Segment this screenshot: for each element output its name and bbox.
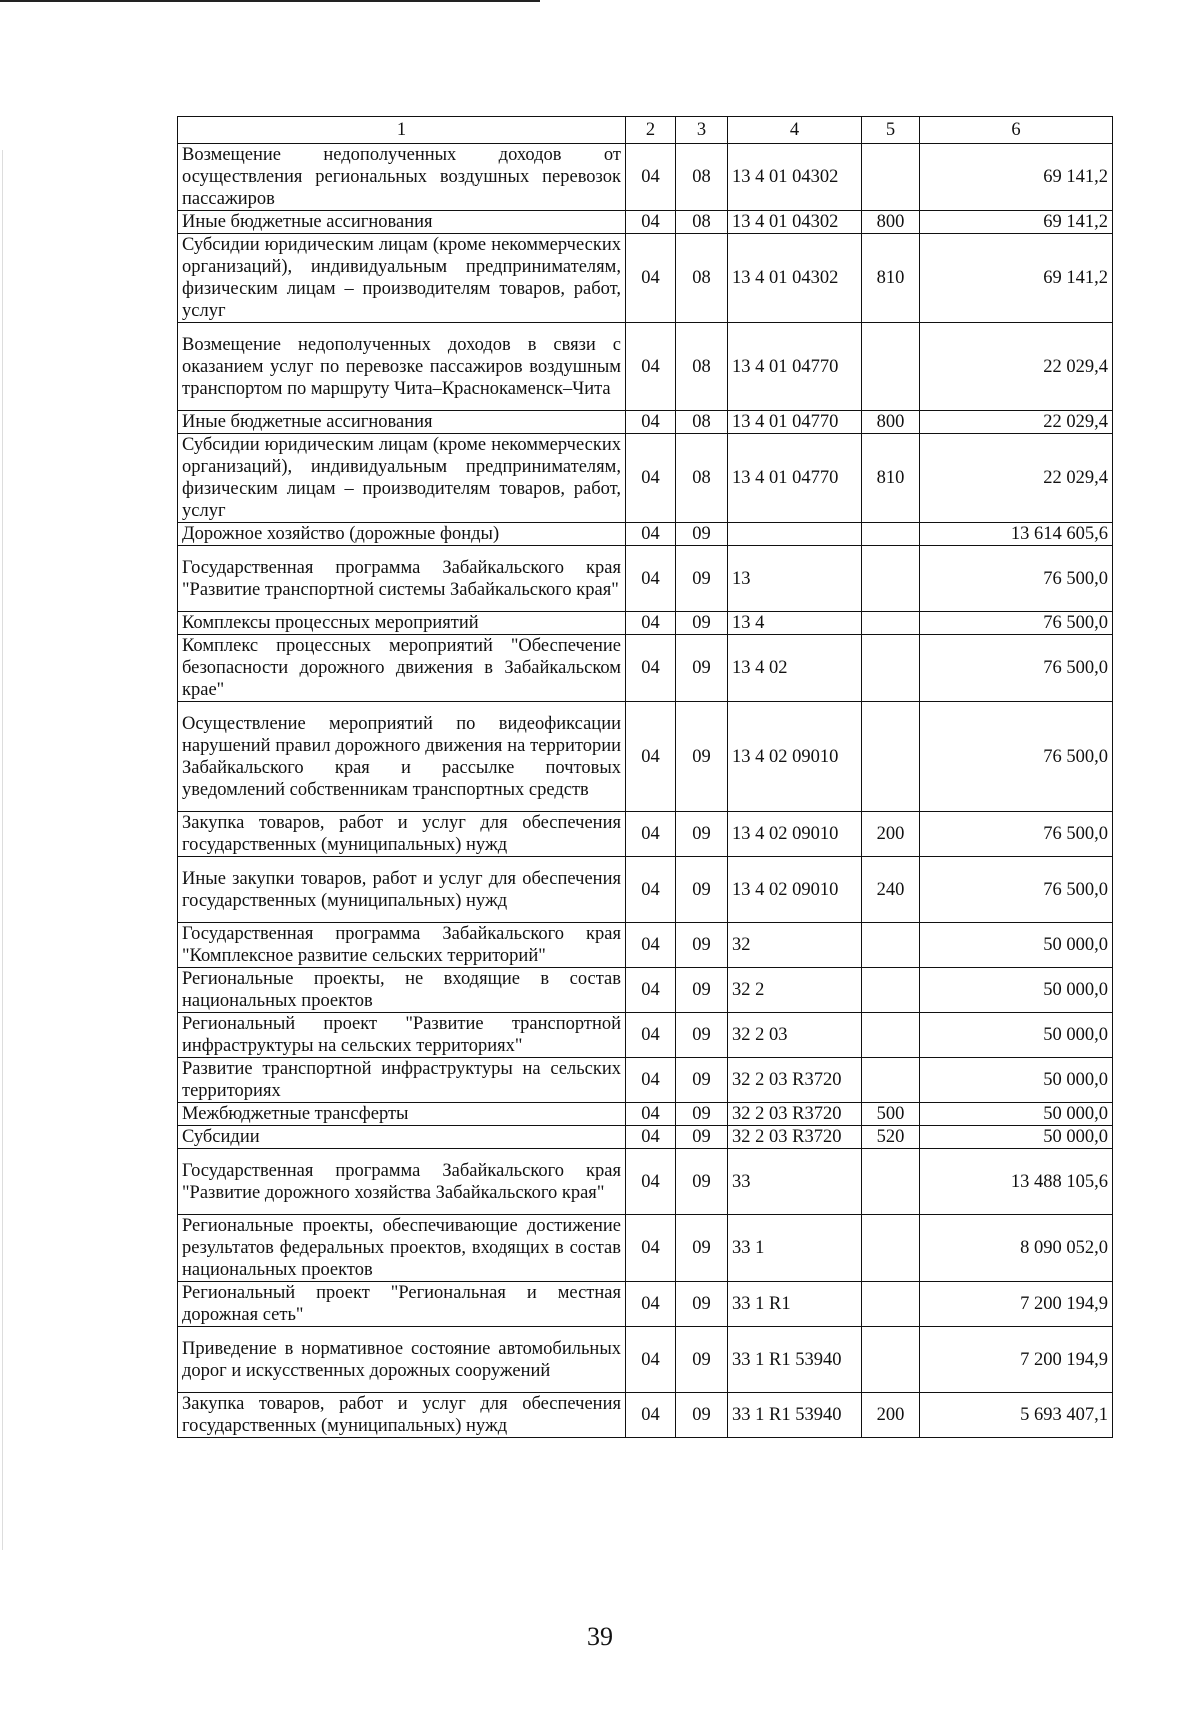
- header-cell: 4: [728, 117, 862, 144]
- row-amount: 76 500,0: [920, 612, 1113, 635]
- table-row: [178, 968, 1113, 1013]
- row-name: Иные бюджетные ассигнования: [178, 411, 626, 434]
- row-subsection: 09: [676, 546, 728, 612]
- table-row: [178, 411, 1113, 434]
- row-target-code: [728, 523, 862, 546]
- table-row: [178, 702, 1113, 812]
- row-target-code: 33: [728, 1149, 862, 1215]
- table-row: [178, 434, 1113, 523]
- row-section: 04: [626, 1327, 676, 1393]
- row-subsection: 09: [676, 968, 728, 1013]
- row-subsection: 09: [676, 523, 728, 546]
- row-name: Субсидии юридическим лицам (кроме некоммерческих организаций), индивидуальным предпринимателям, физическим лицам – производителям товаров, работ, услуг: [178, 234, 626, 323]
- row-subsection: 08: [676, 323, 728, 411]
- row-amount: 13 614 605,6: [920, 523, 1113, 546]
- table-row: [178, 923, 1113, 968]
- row-section: 04: [626, 211, 676, 234]
- row-section: 04: [626, 1215, 676, 1282]
- row-section: 04: [626, 968, 676, 1013]
- table-row: [178, 144, 1113, 211]
- row-expense-type: 200: [862, 1393, 920, 1438]
- row-amount: 50 000,0: [920, 1126, 1113, 1149]
- row-name: Государственная программа Забайкальского края "Развитие дорожного хозяйства Забайкальского края": [178, 1149, 626, 1215]
- row-name: Межбюджетные трансферты: [178, 1103, 626, 1126]
- row-expense-type: [862, 546, 920, 612]
- row-subsection: 09: [676, 612, 728, 635]
- row-target-code: 33 1 R1: [728, 1282, 862, 1327]
- header-cell: 6: [920, 117, 1113, 144]
- table-row: [178, 1058, 1113, 1103]
- row-amount: 7 200 194,9: [920, 1282, 1113, 1327]
- row-target-code: 13 4 02 09010: [728, 702, 862, 812]
- row-section: 04: [626, 1103, 676, 1126]
- row-subsection: 09: [676, 812, 728, 857]
- row-section: 04: [626, 702, 676, 812]
- row-amount: 50 000,0: [920, 1013, 1113, 1058]
- row-target-code: 33 1 R1 53940: [728, 1327, 862, 1393]
- table-row: [178, 523, 1113, 546]
- row-name: Субсидии: [178, 1126, 626, 1149]
- row-expense-type: [862, 923, 920, 968]
- row-amount: 69 141,2: [920, 211, 1113, 234]
- row-subsection: 09: [676, 1327, 728, 1393]
- row-amount: 8 090 052,0: [920, 1215, 1113, 1282]
- table-row: [178, 812, 1113, 857]
- row-section: 04: [626, 234, 676, 323]
- row-subsection: 09: [676, 857, 728, 923]
- row-amount: 69 141,2: [920, 234, 1113, 323]
- row-name: Комплексы процессных мероприятий: [178, 612, 626, 635]
- row-target-code: 33 1 R1 53940: [728, 1393, 862, 1438]
- row-amount: 76 500,0: [920, 857, 1113, 923]
- row-section: 04: [626, 812, 676, 857]
- table-row: [178, 857, 1113, 923]
- table-row: [178, 1327, 1113, 1393]
- row-target-code: 13: [728, 546, 862, 612]
- row-section: 04: [626, 1058, 676, 1103]
- row-section: 04: [626, 1393, 676, 1438]
- row-name: Возмещение недополученных доходов в связи с оказанием услуг по перевозке пассажиров воздушным транспортом по маршруту Чита–Краснокаменск–Чита: [178, 323, 626, 411]
- row-target-code: 13 4 02 09010: [728, 857, 862, 923]
- row-name: Региональные проекты, обеспечивающие достижение результатов федеральных проектов, входящих в состав национальных проектов: [178, 1215, 626, 1282]
- row-section: 04: [626, 612, 676, 635]
- row-expense-type: [862, 612, 920, 635]
- table-row: [178, 612, 1113, 635]
- row-name: Региональные проекты, не входящие в состав национальных проектов: [178, 968, 626, 1013]
- header-cell: 5: [862, 117, 920, 144]
- row-subsection: 09: [676, 1282, 728, 1327]
- row-amount: 76 500,0: [920, 546, 1113, 612]
- row-subsection: 09: [676, 923, 728, 968]
- row-target-code: 33 1: [728, 1215, 862, 1282]
- row-subsection: 09: [676, 1013, 728, 1058]
- row-subsection: 09: [676, 635, 728, 702]
- row-expense-type: 800: [862, 411, 920, 434]
- row-amount: 50 000,0: [920, 923, 1113, 968]
- row-section: 04: [626, 857, 676, 923]
- row-amount: 7 200 194,9: [920, 1327, 1113, 1393]
- table-row: [178, 323, 1113, 411]
- row-amount: 50 000,0: [920, 1058, 1113, 1103]
- row-name: Возмещение недополученных доходов от осуществления региональных воздушных перевозок пассажиров: [178, 144, 626, 211]
- row-target-code: 13 4 01 04770: [728, 323, 862, 411]
- row-section: 04: [626, 923, 676, 968]
- row-expense-type: 810: [862, 434, 920, 523]
- row-section: 04: [626, 1013, 676, 1058]
- row-target-code: 13 4 01 04770: [728, 411, 862, 434]
- table-row: [178, 1393, 1113, 1438]
- row-name: Субсидии юридическим лицам (кроме некоммерческих организаций), индивидуальным предпринимателям, физическим лицам – производителям товаров, работ, услуг: [178, 434, 626, 523]
- row-amount: 22 029,4: [920, 323, 1113, 411]
- row-target-code: 13 4 01 04770: [728, 434, 862, 523]
- row-name: Развитие транспортной инфраструктуры на сельских территориях: [178, 1058, 626, 1103]
- row-amount: 50 000,0: [920, 968, 1113, 1013]
- row-name: Иные бюджетные ассигнования: [178, 211, 626, 234]
- table-row: [178, 211, 1113, 234]
- table-row: [178, 635, 1113, 702]
- row-subsection: 09: [676, 702, 728, 812]
- row-expense-type: 240: [862, 857, 920, 923]
- row-name: Осуществление мероприятий по видеофиксации нарушений правил дорожного движения на территории Забайкальского края и рассылке почтовых уведомлений собственникам транспортных средств: [178, 702, 626, 812]
- row-subsection: 08: [676, 144, 728, 211]
- row-name: Приведение в нормативное состояние автомобильных дорог и искусственных дорожных сооружений: [178, 1327, 626, 1393]
- table-row: [178, 546, 1113, 612]
- row-name: Государственная программа Забайкальского края "Развитие транспортной системы Забайкальского края": [178, 546, 626, 612]
- row-amount: 22 029,4: [920, 411, 1113, 434]
- row-amount: 76 500,0: [920, 812, 1113, 857]
- row-expense-type: [862, 702, 920, 812]
- table-header-row: [178, 117, 1113, 144]
- row-amount: 50 000,0: [920, 1103, 1113, 1126]
- row-expense-type: [862, 1013, 920, 1058]
- row-expense-type: [862, 968, 920, 1013]
- row-expense-type: [862, 1327, 920, 1393]
- row-target-code: 13 4: [728, 612, 862, 635]
- row-expense-type: [862, 1282, 920, 1327]
- header-cell: 2: [626, 117, 676, 144]
- header-cell: 1: [178, 117, 626, 144]
- row-subsection: 08: [676, 434, 728, 523]
- row-amount: 76 500,0: [920, 702, 1113, 812]
- row-name: Региональный проект "Развитие транспортной инфраструктуры на сельских территориях": [178, 1013, 626, 1058]
- row-amount: 22 029,4: [920, 434, 1113, 523]
- row-subsection: 09: [676, 1103, 728, 1126]
- row-amount: 5 693 407,1: [920, 1393, 1113, 1438]
- row-expense-type: [862, 1058, 920, 1103]
- table-row: [178, 1013, 1113, 1058]
- row-expense-type: 500: [862, 1103, 920, 1126]
- header-cell: 3: [676, 117, 728, 144]
- row-subsection: 08: [676, 234, 728, 323]
- row-name: Государственная программа Забайкальского края "Комплексное развитие сельских территорий": [178, 923, 626, 968]
- row-expense-type: [862, 323, 920, 411]
- row-section: 04: [626, 635, 676, 702]
- row-expense-type: 810: [862, 234, 920, 323]
- row-target-code: 32: [728, 923, 862, 968]
- row-expense-type: [862, 1215, 920, 1282]
- row-subsection: 09: [676, 1126, 728, 1149]
- row-expense-type: 800: [862, 211, 920, 234]
- row-target-code: 13 4 01 04302: [728, 211, 862, 234]
- row-target-code: 13 4 01 04302: [728, 234, 862, 323]
- row-expense-type: 520: [862, 1126, 920, 1149]
- row-name: Региональный проект "Региональная и местная дорожная сеть": [178, 1282, 626, 1327]
- row-section: 04: [626, 1149, 676, 1215]
- row-target-code: 13 4 02 09010: [728, 812, 862, 857]
- top-rule: [0, 0, 540, 2]
- row-subsection: 08: [676, 211, 728, 234]
- row-section: 04: [626, 523, 676, 546]
- row-section: 04: [626, 434, 676, 523]
- row-subsection: 09: [676, 1215, 728, 1282]
- row-section: 04: [626, 323, 676, 411]
- left-margin-line: [2, 150, 3, 1550]
- row-expense-type: 200: [862, 812, 920, 857]
- row-expense-type: [862, 144, 920, 211]
- row-section: 04: [626, 411, 676, 434]
- row-target-code: 32 2 03 R3720: [728, 1103, 862, 1126]
- row-amount: 76 500,0: [920, 635, 1113, 702]
- table-row: [178, 1149, 1113, 1215]
- row-name: Закупка товаров, работ и услуг для обеспечения государственных (муниципальных) нужд: [178, 812, 626, 857]
- row-name: Дорожное хозяйство (дорожные фонды): [178, 523, 626, 546]
- row-amount: 69 141,2: [920, 144, 1113, 211]
- page-number: 39: [587, 1622, 613, 1651]
- row-section: 04: [626, 1126, 676, 1149]
- row-expense-type: [862, 1149, 920, 1215]
- budget-table: [177, 116, 1113, 1438]
- row-target-code: 32 2: [728, 968, 862, 1013]
- row-subsection: 09: [676, 1393, 728, 1438]
- table-row: [178, 1282, 1113, 1327]
- row-target-code: 32 2 03: [728, 1013, 862, 1058]
- row-section: 04: [626, 1282, 676, 1327]
- row-expense-type: [862, 523, 920, 546]
- row-name: Закупка товаров, работ и услуг для обеспечения государственных (муниципальных) нужд: [178, 1393, 626, 1438]
- row-target-code: 32 2 03 R3720: [728, 1126, 862, 1149]
- table-row: [178, 234, 1113, 323]
- row-name: Иные закупки товаров, работ и услуг для обеспечения государственных (муниципальных) нужд: [178, 857, 626, 923]
- row-subsection: 08: [676, 411, 728, 434]
- row-target-code: 32 2 03 R3720: [728, 1058, 862, 1103]
- row-target-code: 13 4 01 04302: [728, 144, 862, 211]
- table-row: [178, 1215, 1113, 1282]
- row-amount: 13 488 105,6: [920, 1149, 1113, 1215]
- row-section: 04: [626, 144, 676, 211]
- table-row: [178, 1126, 1113, 1149]
- row-name: Комплекс процессных мероприятий "Обеспечение безопасности дорожного движения в Забайкальском крае": [178, 635, 626, 702]
- row-subsection: 09: [676, 1058, 728, 1103]
- row-subsection: 09: [676, 1149, 728, 1215]
- row-target-code: 13 4 02: [728, 635, 862, 702]
- table-row: [178, 1103, 1113, 1126]
- row-expense-type: [862, 635, 920, 702]
- row-section: 04: [626, 546, 676, 612]
